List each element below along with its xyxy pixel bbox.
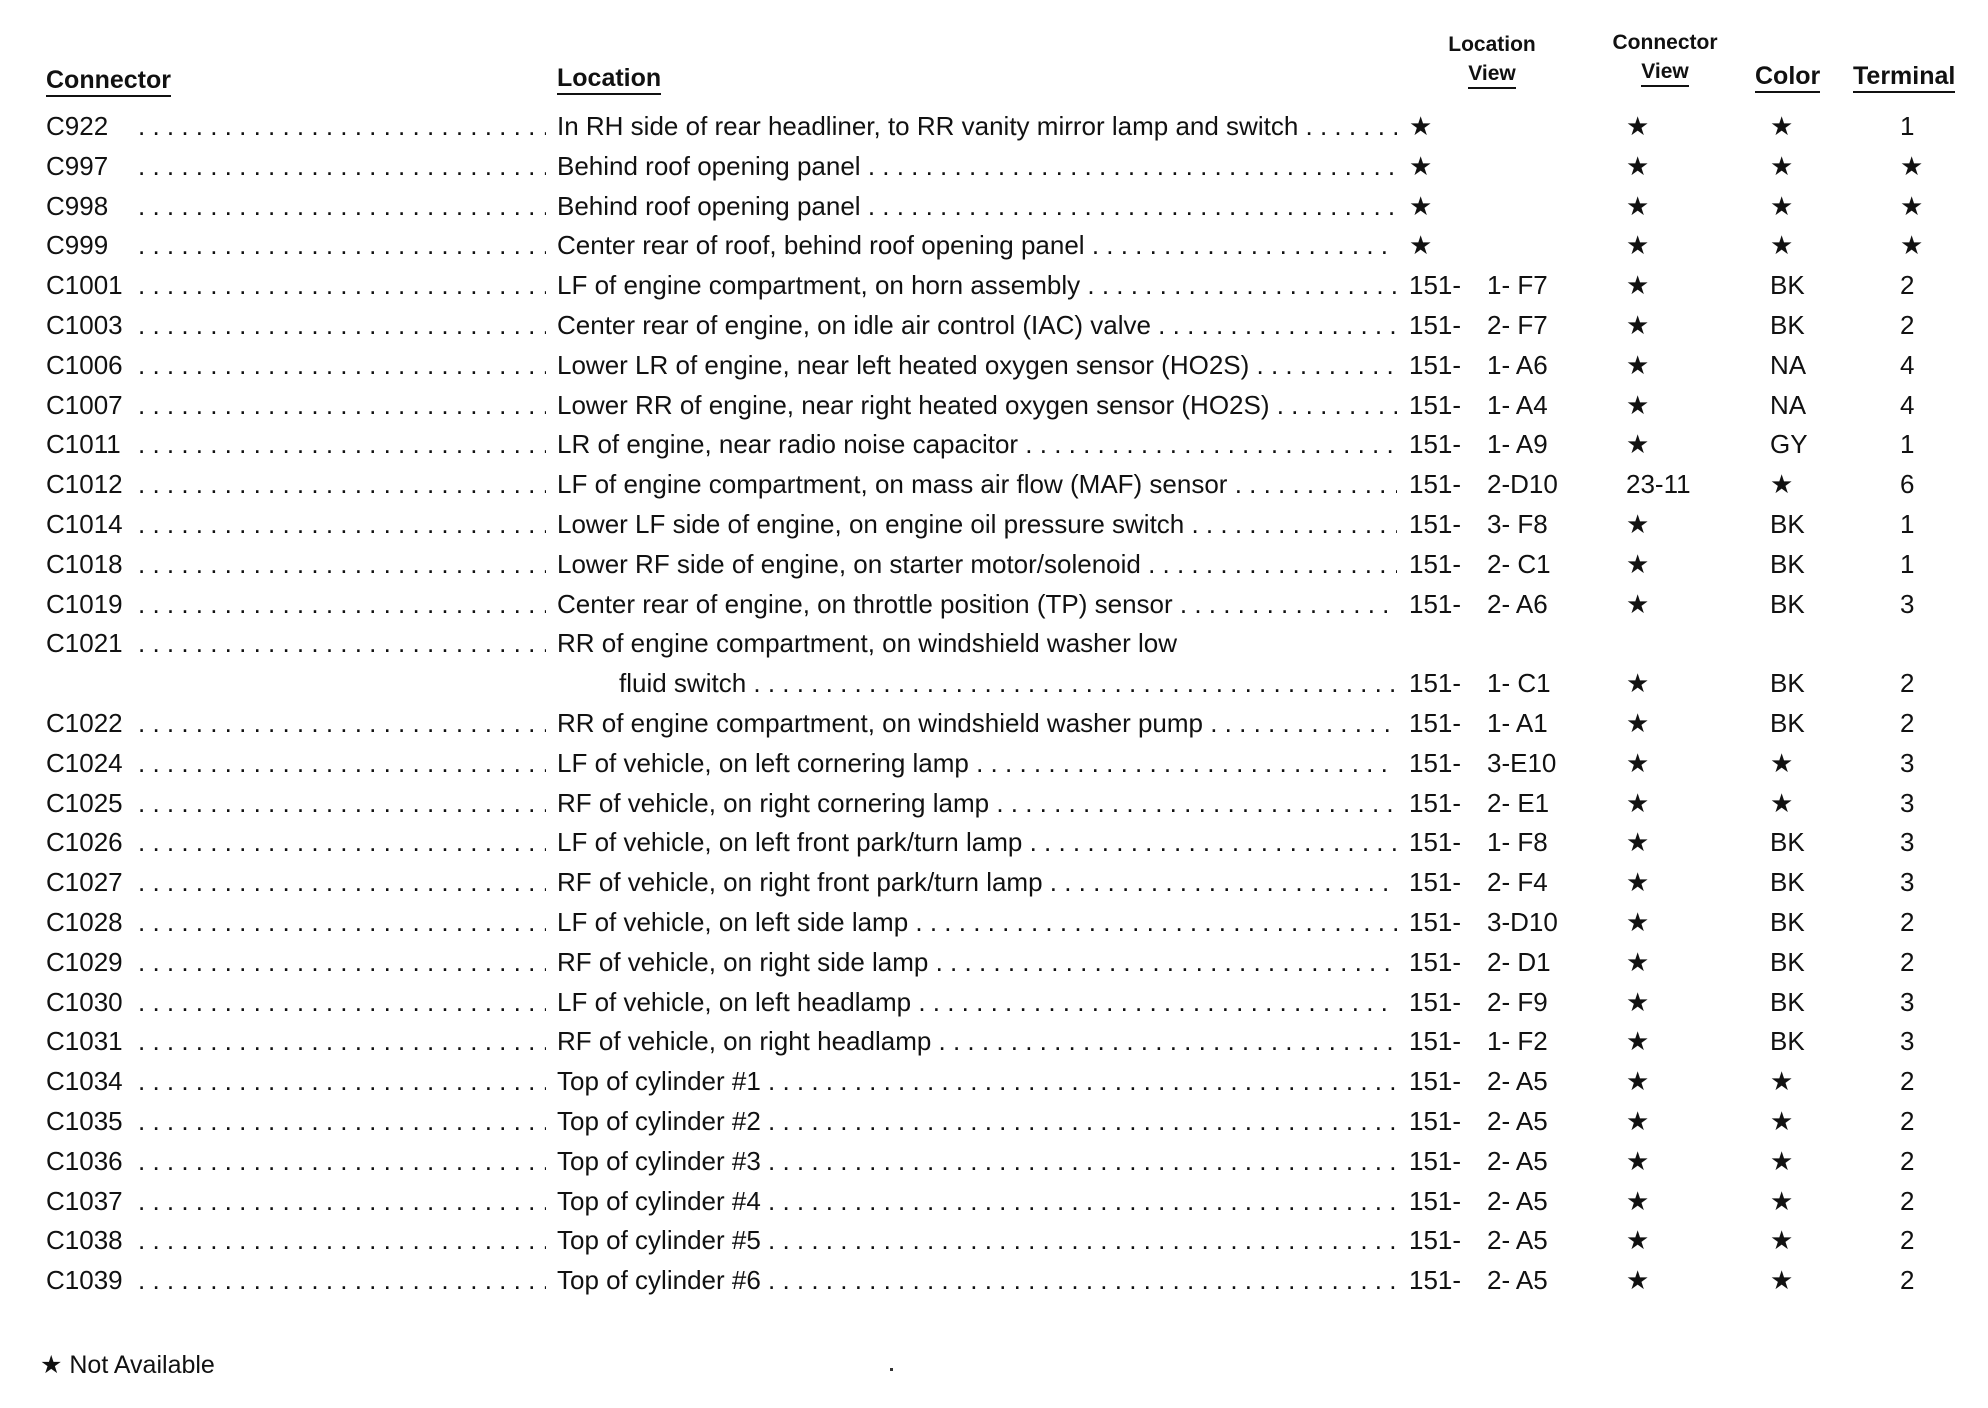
connector-view: ★ (1626, 309, 1650, 340)
location-view-page: 151- (1409, 469, 1462, 500)
location-text: Top of cylinder #1 . . . (557, 1061, 1397, 1101)
table-row (0, 424, 1988, 464)
wire-color: BK (1770, 1026, 1805, 1057)
location-view-grid: 1- C1 (1487, 668, 1551, 699)
table-row (0, 225, 1988, 265)
connector-view: ★ (1626, 827, 1650, 858)
table-row (0, 345, 1988, 385)
leader-dots (138, 1181, 546, 1221)
header-location-view-line1: Location (1448, 33, 1536, 56)
connector-id: C1028 (46, 906, 123, 937)
connector-view: ★ (1626, 1026, 1650, 1057)
location-view-grid: 2-D10 (1487, 469, 1558, 500)
location-view-grid: 1- F8 (1487, 827, 1548, 858)
connector-view: ★ (1626, 668, 1650, 699)
location-view-grid: 2- E1 (1487, 787, 1550, 818)
connector-id: C1035 (46, 1105, 123, 1136)
table-row (0, 862, 1988, 902)
terminal-count: 3 (1900, 827, 1915, 858)
location-view-grid: 3- F8 (1487, 508, 1548, 539)
table-row (0, 186, 1988, 226)
wire-color: ★ (1770, 1105, 1794, 1136)
leader-dots (138, 703, 546, 743)
leader-dots (138, 743, 546, 783)
wire-color: BK (1770, 548, 1805, 579)
terminal-count: 3 (1900, 986, 1915, 1017)
table-row (0, 623, 1988, 703)
leader-dots (138, 623, 546, 663)
wire-color: ★ (1770, 230, 1794, 261)
table-row (0, 1220, 1988, 1260)
connector-id: C1011 (46, 429, 121, 460)
table-row (0, 385, 1988, 425)
connector-id: C1019 (46, 588, 123, 619)
leader-dots (138, 1061, 546, 1101)
connector-id: C1006 (46, 349, 123, 380)
location-view-page: 151- (1409, 1225, 1462, 1256)
location-view-grid: 1- F7 (1487, 270, 1548, 301)
wire-color: ★ (1770, 111, 1794, 141)
terminal-count: 3 (1900, 747, 1915, 778)
connector-view: ★ (1626, 787, 1650, 818)
wire-color: ★ (1770, 787, 1794, 818)
leader-dots (138, 783, 546, 823)
leader-dots (138, 1220, 546, 1260)
leader-dots (138, 265, 546, 305)
wire-color: BK (1770, 270, 1805, 301)
terminal-count: 2 (1900, 270, 1915, 301)
connector-view: ★ (1626, 429, 1650, 460)
table-row (0, 942, 1988, 982)
location-view-page: 151- (1409, 668, 1462, 699)
connector-id: C998 (46, 190, 109, 221)
leader-dots (138, 544, 546, 584)
connector-view: ★ (1626, 1066, 1650, 1097)
location-view-page: 151- (1409, 867, 1462, 898)
connector-id: C1036 (46, 1145, 123, 1176)
leader-dots (138, 1260, 546, 1300)
location-view-page: 151- (1409, 588, 1462, 619)
location-text: RF of vehicle, on right cornering lamp . . . (557, 783, 1397, 823)
connector-id: C1039 (46, 1265, 123, 1296)
wire-color: BK (1770, 827, 1805, 858)
wire-color: ★ (1770, 1145, 1794, 1176)
connector-view: ★ (1626, 747, 1650, 778)
legend-not-available: ★ Not Available (40, 1351, 215, 1379)
wire-color: ★ (1770, 1185, 1794, 1216)
connector-id: C1021 (46, 628, 123, 659)
location-view-page: 151- (1409, 986, 1462, 1017)
location-text: LF of engine compartment, on horn assembly . . . (557, 265, 1397, 305)
location-text: RR of engine compartment, on windshield washer low (557, 628, 1177, 659)
table-row (0, 982, 1988, 1022)
location-view-page: 151- (1409, 906, 1462, 937)
leader-dots (138, 225, 546, 265)
table-row (0, 1260, 1988, 1300)
location-view-page: 151- (1409, 707, 1462, 738)
leader-dots (138, 504, 546, 544)
location-view-grid: 2- A6 (1487, 588, 1548, 619)
wire-color: ★ (1770, 469, 1794, 500)
table-row (0, 1061, 1988, 1101)
header-connector-view-line1: Connector (1612, 31, 1718, 54)
location-text: Behind roof opening panel . . . (557, 146, 1397, 186)
location-view-page: ★ (1409, 230, 1433, 261)
connector-view: ★ (1626, 707, 1650, 738)
location-view-page: 151- (1409, 1026, 1462, 1057)
connector-view: ★ (1626, 906, 1650, 937)
location-text: LF of engine compartment, on mass air flow (MAF) sensor . . . (557, 464, 1397, 504)
connector-view: ★ (1626, 270, 1650, 301)
location-continued-text: fluid switch (619, 668, 747, 699)
location-continued (557, 663, 1397, 703)
leader-dots (138, 385, 546, 425)
leader-dots (138, 305, 546, 345)
location-view-grid: 2- A5 (1487, 1066, 1548, 1097)
wire-color: ★ (1770, 190, 1794, 221)
location-view-page: 151- (1409, 270, 1462, 301)
table-row (0, 902, 1988, 942)
leader-dots (138, 1141, 546, 1181)
terminal-count: 2 (1900, 1185, 1915, 1216)
location-text: Top of cylinder #2 . . . (557, 1101, 1397, 1141)
location-text: In RH side of rear headliner, to RR vanity mirror lamp and switch . . . (557, 106, 1397, 146)
table-row (0, 743, 1988, 783)
location-text: Lower LF side of engine, on engine oil pressure switch . . . (557, 504, 1397, 544)
terminal-count: 3 (1900, 588, 1915, 619)
table-row (0, 822, 1988, 862)
table-row (0, 783, 1988, 823)
connector-view: ★ (1626, 588, 1650, 619)
location-text: Lower RR of engine, near right heated oxygen sensor (HO2S) . . . (557, 385, 1397, 425)
wire-color: ★ (1770, 1265, 1794, 1296)
connector-id: C1029 (46, 946, 123, 977)
terminal-count: ★ (1900, 150, 1924, 181)
location-view-grid: 2- A5 (1487, 1225, 1548, 1256)
location-view-page: ★ (1409, 111, 1433, 141)
connector-id: C1034 (46, 1066, 123, 1097)
location-view-page: 151- (1409, 1105, 1462, 1136)
wire-color: ★ (1770, 150, 1794, 181)
table-row (0, 544, 1988, 584)
location-view-page: 151- (1409, 747, 1462, 778)
table-row (0, 106, 1988, 146)
terminal-count: 2 (1900, 1105, 1915, 1136)
location-view-grid: 3-D10 (1487, 906, 1558, 937)
terminal-count: 3 (1900, 787, 1915, 818)
location-view-page: 151- (1409, 1185, 1462, 1216)
location-text: RR of engine compartment, on windshield washer pump . . . (557, 703, 1397, 743)
connector-id: C1037 (46, 1185, 123, 1216)
location-view-page: 151- (1409, 548, 1462, 579)
location-view-page: 151- (1409, 787, 1462, 818)
stray-dot (890, 1368, 893, 1371)
location-view-grid: 2- F9 (1487, 986, 1548, 1017)
terminal-count: 4 (1900, 349, 1915, 380)
table-row (0, 1021, 1988, 1061)
leader-dots (138, 345, 546, 385)
location-view-grid: 2- F4 (1487, 867, 1548, 898)
connector-id: C999 (46, 230, 109, 261)
wire-color: BK (1770, 588, 1805, 619)
leader-dots (138, 822, 546, 862)
connector-id: C1003 (46, 309, 123, 340)
connector-id: C1001 (46, 270, 123, 301)
location-text: RF of vehicle, on right front park/turn lamp . . . (557, 862, 1397, 902)
terminal-count: 1 (1900, 548, 1915, 579)
terminal-count: 2 (1900, 1145, 1915, 1176)
leader-dots (138, 1101, 546, 1141)
connector-id: C1031 (46, 1026, 123, 1057)
location-view-page: 151- (1409, 349, 1462, 380)
connector-id: C1025 (46, 787, 123, 818)
location-view-page: 151- (1409, 1145, 1462, 1176)
connector-view: ★ (1626, 1185, 1650, 1216)
location-text: RF of vehicle, on right side lamp . . . (557, 942, 1397, 982)
location-text: Center rear of engine, on throttle position (TP) sensor . . . (557, 584, 1397, 624)
location-view-page: 151- (1409, 946, 1462, 977)
location-view-page: 151- (1409, 429, 1462, 460)
wire-color: NA (1770, 389, 1807, 420)
terminal-count: 3 (1900, 867, 1915, 898)
location-view-grid: 1- A9 (1487, 429, 1548, 460)
table-row (0, 703, 1988, 743)
leader-dots (138, 862, 546, 902)
table-row (0, 464, 1988, 504)
wire-color: BK (1770, 309, 1805, 340)
header-connector-view (1600, 28, 1730, 87)
connector-view: ★ (1626, 1145, 1650, 1176)
location-view-grid: 3-E10 (1487, 747, 1557, 778)
location-text: Center rear of roof, behind roof opening panel . . . (557, 225, 1397, 265)
connector-view: 23-11 (1626, 469, 1691, 500)
location-text: Lower LR of engine, near left heated oxygen sensor (HO2S) . . . (557, 345, 1397, 385)
terminal-count: 2 (1900, 1225, 1915, 1256)
connector-id: C1026 (46, 827, 123, 858)
terminal-count: 2 (1900, 906, 1915, 937)
table-row (0, 1181, 1988, 1221)
connector-view: ★ (1626, 867, 1650, 898)
connector-id: C1027 (46, 867, 123, 898)
leader-dots (138, 902, 546, 942)
wire-color: GY (1770, 429, 1808, 460)
terminal-count: 4 (1900, 389, 1915, 420)
leader-dots (138, 982, 546, 1022)
leader-dots (138, 464, 546, 504)
terminal-count: 2 (1900, 1265, 1915, 1296)
leader-dots (138, 584, 546, 624)
location-view-page: 151- (1409, 1265, 1462, 1296)
header-location: Location (557, 64, 661, 95)
terminal-count: 1 (1900, 111, 1915, 141)
location-view-grid: 2- A5 (1487, 1265, 1548, 1296)
location-text: Center rear of engine, on idle air control (IAC) valve . . . (557, 305, 1397, 345)
table-row (0, 1141, 1988, 1181)
location-text: Lower RF side of engine, on starter motor/solenoid . . . (557, 544, 1397, 584)
terminal-count: 2 (1900, 707, 1915, 738)
connector-id: C1007 (46, 389, 123, 420)
leader-dots (138, 942, 546, 982)
wire-color: BK (1770, 906, 1805, 937)
wire-color: ★ (1770, 1225, 1794, 1256)
connector-view: ★ (1626, 230, 1650, 261)
location-text: RF of vehicle, on right headlamp . . . (557, 1021, 1397, 1061)
location-view-page: ★ (1409, 190, 1433, 221)
header-color: Color (1755, 62, 1820, 93)
terminal-count: 2 (1900, 309, 1915, 340)
connector-id: C1022 (46, 707, 123, 738)
wire-color: ★ (1770, 1066, 1794, 1097)
location-text: LR of engine, near radio noise capacitor . . . (557, 424, 1397, 464)
wire-color: BK (1770, 946, 1805, 977)
location-text: Behind roof opening panel . . . (557, 186, 1397, 226)
location-view-grid: 2- A5 (1487, 1185, 1548, 1216)
location-text: LF of vehicle, on left headlamp . . . (557, 982, 1397, 1022)
table-row (0, 305, 1988, 345)
location-view-page: 151- (1409, 389, 1462, 420)
wire-color: ★ (1770, 747, 1794, 778)
terminal-count: 2 (1900, 668, 1915, 699)
terminal-count: 6 (1900, 469, 1915, 500)
location-view-grid: 2- A5 (1487, 1145, 1548, 1176)
connector-view: ★ (1626, 508, 1650, 539)
location-view-grid: 1- A4 (1487, 389, 1548, 420)
wire-color: NA (1770, 349, 1807, 380)
table-row (0, 504, 1988, 544)
connector-view: ★ (1626, 150, 1650, 181)
location-view-page: 151- (1409, 309, 1462, 340)
location-view-grid: 2- A5 (1487, 1105, 1548, 1136)
terminal-count: 2 (1900, 946, 1915, 977)
header-location-view-line2: View (1468, 61, 1515, 89)
connector-id: C1030 (46, 986, 123, 1017)
connector-id: C1018 (46, 548, 123, 579)
terminal-count: ★ (1900, 190, 1924, 221)
table-row (0, 146, 1988, 186)
connector-view: ★ (1626, 111, 1650, 141)
connector-id: C1038 (46, 1225, 123, 1256)
terminal-count: ★ (1900, 230, 1924, 261)
terminal-count: 3 (1900, 1026, 1915, 1057)
connector-table (0, 106, 1988, 1300)
location-text: Top of cylinder #3 . . . (557, 1141, 1397, 1181)
location-text: LF of vehicle, on left side lamp . . . (557, 902, 1397, 942)
wire-color: BK (1770, 668, 1805, 699)
location-view-grid: 1- A1 (1487, 707, 1548, 738)
leader-dots (138, 424, 546, 464)
leader-dots (138, 106, 546, 146)
header-connector: Connector (46, 66, 171, 97)
wire-color: BK (1770, 986, 1805, 1017)
connector-view: ★ (1626, 1225, 1650, 1256)
location-view-page: ★ (1409, 150, 1433, 181)
location-text: LF of vehicle, on left cornering lamp . . . (557, 743, 1397, 783)
connector-id: C1012 (46, 469, 123, 500)
location-text: Top of cylinder #6 . . . (557, 1260, 1397, 1300)
location-text: Top of cylinder #4 . . . (557, 1181, 1397, 1221)
leader-dots (138, 186, 546, 226)
connector-view: ★ (1626, 190, 1650, 221)
location-view-grid: 2- C1 (1487, 548, 1551, 579)
connector-id: C1024 (46, 747, 123, 778)
location-text: LF of vehicle, on left front park/turn lamp . . . (557, 822, 1397, 862)
wire-color: BK (1770, 867, 1805, 898)
connector-id: C997 (46, 150, 109, 181)
connector-id: C922 (46, 111, 109, 141)
connector-view: ★ (1626, 946, 1650, 977)
connector-view: ★ (1626, 349, 1650, 380)
location-view-grid: 2- F7 (1487, 309, 1548, 340)
connector-view: ★ (1626, 1105, 1650, 1136)
terminal-count: 1 (1900, 429, 1915, 460)
terminal-count: 1 (1900, 508, 1915, 539)
header-location-view (1432, 30, 1552, 89)
leader-dots (138, 146, 546, 186)
wire-color: BK (1770, 508, 1805, 539)
connector-view: ★ (1626, 986, 1650, 1017)
connector-view: ★ (1626, 389, 1650, 420)
connector-view: ★ (1626, 548, 1650, 579)
header-terminal: Terminal (1853, 62, 1955, 93)
table-row (0, 265, 1988, 305)
location-view-grid: 1- F2 (1487, 1026, 1548, 1057)
wire-color: BK (1770, 707, 1805, 738)
connector-view: ★ (1626, 1265, 1650, 1296)
terminal-count: 2 (1900, 1066, 1915, 1097)
location-text: Top of cylinder #5 . . . (557, 1220, 1397, 1260)
location-view-page: 151- (1409, 1066, 1462, 1097)
location-view-page: 151- (1409, 827, 1462, 858)
table-row (0, 584, 1988, 624)
location-view-grid: 1- A6 (1487, 349, 1548, 380)
header-connector-view-line2: View (1641, 59, 1688, 87)
location-view-grid: 2- D1 (1487, 946, 1551, 977)
location-view-page: 151- (1409, 508, 1462, 539)
connector-id: C1014 (46, 508, 123, 539)
leader-dots (138, 1021, 546, 1061)
table-row (0, 1101, 1988, 1141)
